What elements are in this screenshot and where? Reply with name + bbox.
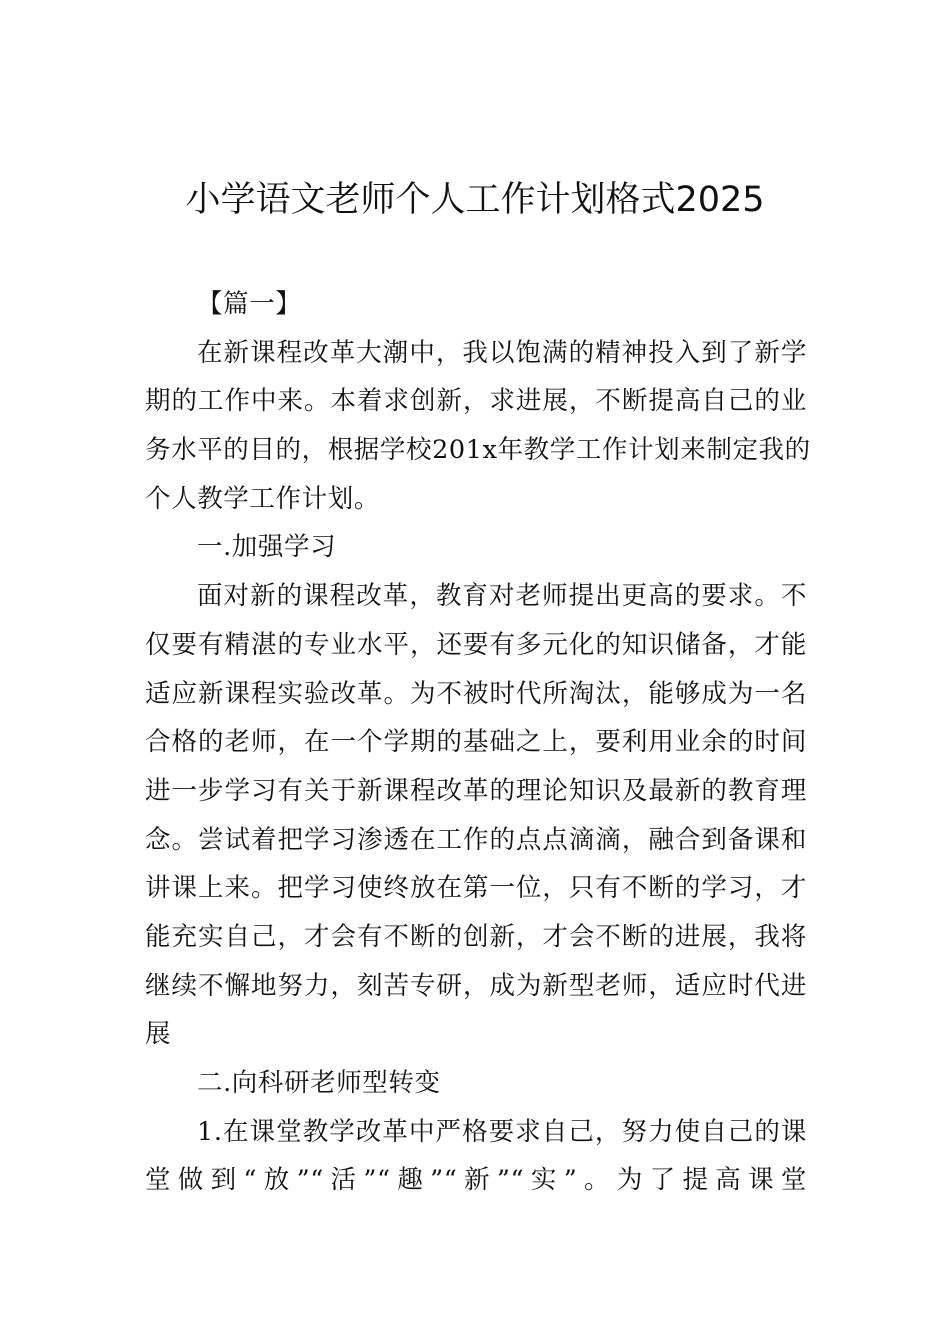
- paragraph-line: 仅要有精湛的专业水平，还要有多元化的知识储备，才能: [145, 629, 807, 660]
- paragraph-line: 念。尝试着把学习渗透在工作的点点滴滴，融合到备课和: [145, 824, 807, 855]
- paragraph-line: 讲课上来。把学习使终放在第一位，只有不断的学习，才: [145, 873, 807, 904]
- document-body: [145, 280, 811, 1205]
- section-heading-strengthen-learning: 一.加强学习: [197, 532, 337, 563]
- section-heading-part-one: 【篇一】: [197, 289, 302, 319]
- paragraph-line: 面对新的课程改革，教育对老师提出更高的要求。不: [197, 581, 807, 612]
- paragraph-line: 适应新课程实验改革。为不被时代所淘汰，能够成为一名: [145, 678, 807, 709]
- paragraph-line: 务水平的目的，根据学校201x年教学工作计划来制定我的: [145, 435, 811, 466]
- document-title: 小学语文老师个人工作计划格式2025: [185, 180, 765, 220]
- section-heading-research-teacher: 二.向科研老师型转变: [197, 1068, 441, 1098]
- paragraph-line: 继续不懈地努力，刻苦专研，成为新型老师，适应时代进: [145, 970, 807, 1001]
- paragraph-line: 展: [145, 1019, 172, 1050]
- paragraph-line: 个人教学工作计划。: [145, 483, 380, 514]
- paragraph-line: 能充实自己，才会有不断的创新，才会不断的进展，我将: [145, 921, 807, 952]
- paragraph-line: 1.在课堂教学改革中严格要求自己，努力使自己的课: [197, 1116, 807, 1147]
- paragraph-line: 进一步学习有关于新课程改革的理论知识及最新的教育理: [145, 775, 807, 806]
- paragraph-line: 期的工作中来。本着求创新，求进展，不断提高自己的业: [145, 386, 807, 417]
- paragraph-line: 合格的老师，在一个学期的基础之上，要利用业余的时间: [145, 727, 807, 758]
- paragraph-line: 在新课程改革大潮中，我以饱满的精神投入到了新学: [197, 337, 807, 368]
- paragraph-line: 堂做到“放”“活”“趣”“新”“实”。为了提高课堂: [145, 1165, 807, 1196]
